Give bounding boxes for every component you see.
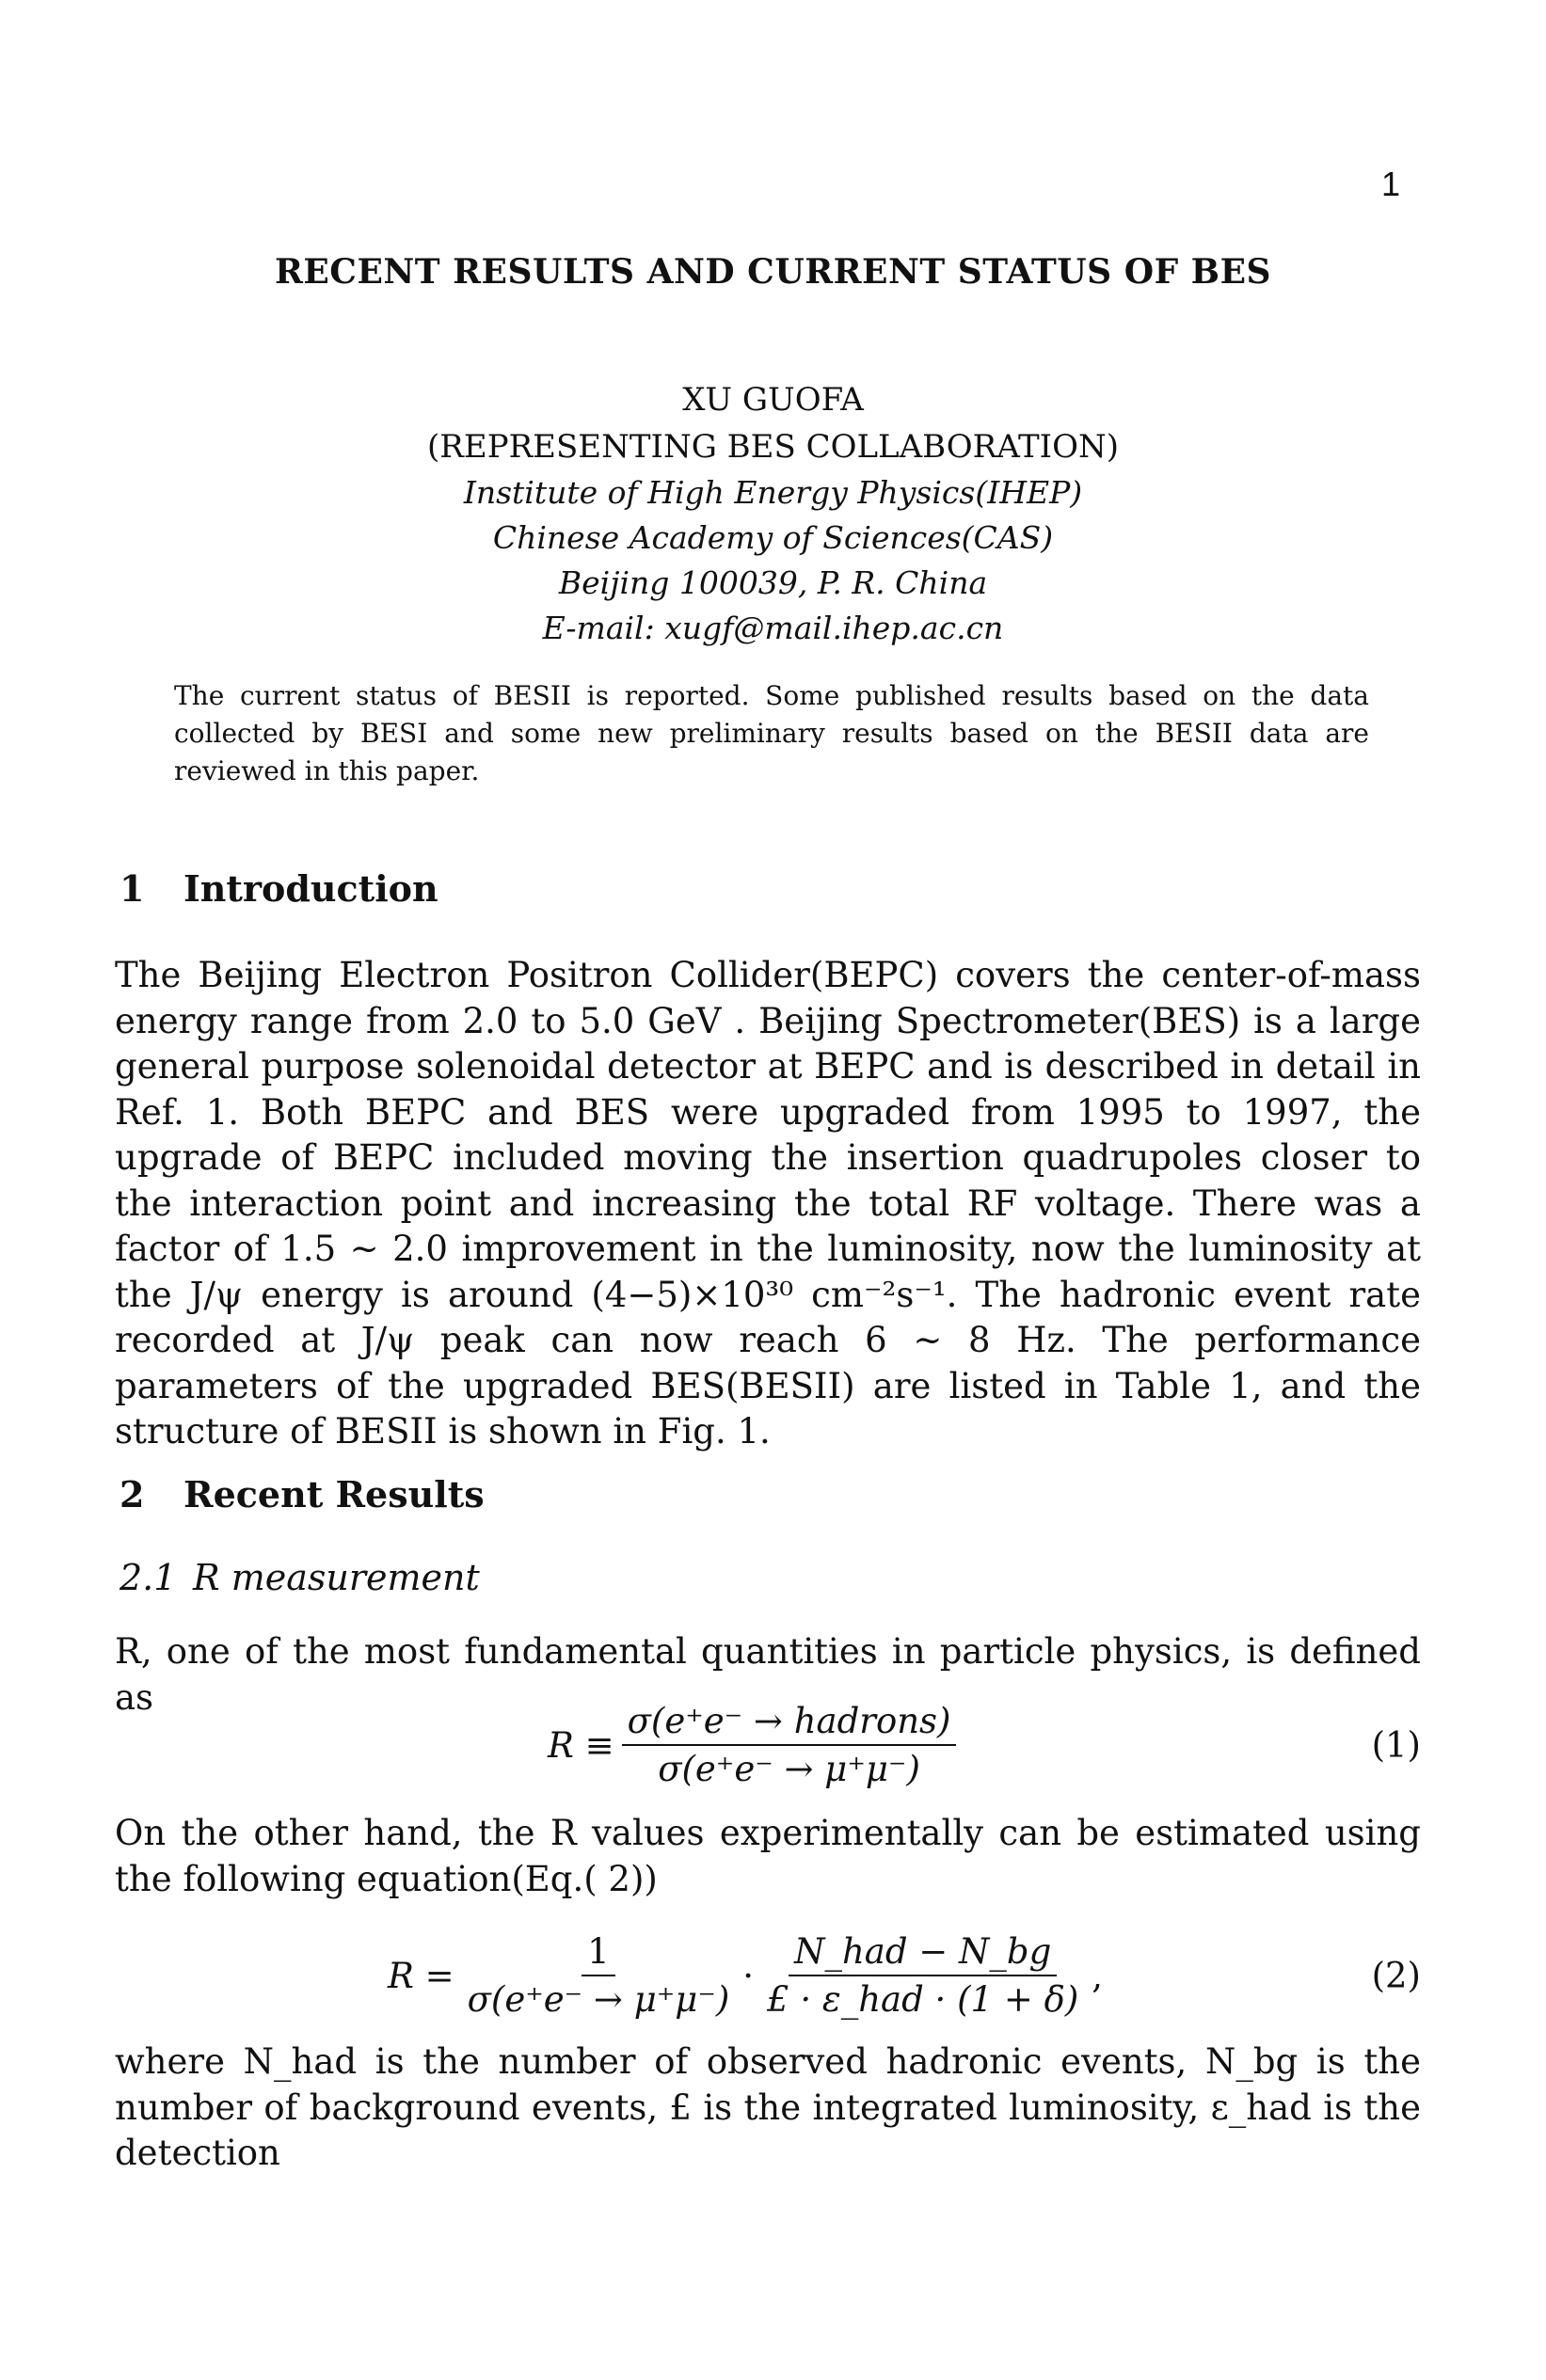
affiliation-academy: Chinese Academy of Sciences(CAS) [492, 519, 1054, 556]
eq2-frac2-numerator: N_had − N_bg [789, 1931, 1057, 1976]
section-heading-recent-results [120, 1473, 485, 1515]
affiliation-institute: Institute of High Energy Physics(IHEP) [463, 474, 1083, 511]
affiliation-address: Beijing 100039, P. R. China [558, 564, 988, 601]
eq1-lhs: R ≡ [548, 1724, 614, 1766]
eq2-dot: · [742, 1955, 755, 1996]
eq1-denominator: σ(e⁺e⁻ → μ⁺μ⁻) [658, 1749, 920, 1789]
eq2-frac2-denominator: £ · ε_had · (1 + δ) [767, 1979, 1079, 2020]
section-title: Introduction [183, 867, 438, 910]
author-role: (REPRESENTING BES COLLABORATION) [427, 428, 1119, 466]
eq1-label: (1) [1371, 1724, 1421, 1766]
abstract: The current status of BESII is reported. Some published results based on the data collected by BESI and some new preliminary results based on the BESII data are reviewed in this paper. [174, 680, 1369, 786]
eq2-label: (2) [1371, 1955, 1421, 1996]
eq2-lhs: R = [388, 1955, 454, 1996]
subsection-heading-r-measurement [120, 1557, 480, 1598]
section-number: 2 [120, 1473, 145, 1515]
introduction-paragraph: The Beijing Electron Positron Collider(BEPC) covers the center-of-mass energy range from 2.0 to 5.0 GeV . Beijing Spectrometer(BES) is a large general purpose solenoidal detector at BEPC and is described in detail in Ref. 1. Both BEPC and BES were upgraded from 1995 to 1997, the upgrade of BEPC included moving the insertion quadrupoles closer to the interaction point and increasing the total RF voltage. There was a factor of 1.5 ~ 2.0 improvement in the luminosity, now the luminosity at the J/ψ energy is around (4−5)×10³⁰ cm⁻²s⁻¹. The hadronic event rate recorded at J/ψ peak can now reach 6 ~ 8 Hz. The performance parameters of the upgraded BES(BESII) are listed in Table 1, and the structure of BESII is shown in Fig. 1. [115, 955, 1421, 1452]
author-name: XU GUOFA [682, 381, 864, 419]
subsection-number: 2.1 [120, 1557, 177, 1598]
subsection-title: R measurement [193, 1557, 480, 1598]
section-number: 1 [120, 867, 145, 910]
eq2-frac1-numerator: 1 [582, 1931, 615, 1976]
eq2-frac1-denominator: σ(e⁺e⁻ → μ⁺μ⁻) [467, 1979, 730, 2020]
author-block [0, 376, 1546, 651]
paper-title: RECENT RESULTS AND CURRENT STATUS OF BES [274, 252, 1272, 292]
eq2-fraction-1 [462, 1931, 736, 2020]
variable-definitions-text: where N_had is the number of observed hadronic events, N_bg is the number of background events, £ is the integrated luminosity, ε_had is the detection [115, 2041, 1421, 2173]
equation-1 [115, 1693, 1421, 1797]
eq2-fraction-2 [761, 1931, 1084, 2020]
r-definition-text: R, one of the most fundamental quantities in particle physics, is defined as [115, 1631, 1421, 1718]
equation-2 [115, 1924, 1421, 2027]
r-estimation-text: On the other hand, the R values experimentally can be estimated using the following equation(Eq.( 2)) [115, 1813, 1421, 1899]
eq1-numerator: σ(e⁺e⁻ → hadrons) [622, 1701, 957, 1746]
section-heading-introduction [120, 867, 438, 910]
page-number: 1 [1380, 165, 1400, 203]
section-title: Recent Results [183, 1473, 485, 1515]
eq2-trailing-comma: , [1092, 1955, 1104, 1996]
eq1-fraction [622, 1701, 957, 1789]
affiliation-email: E-mail: xugf@mail.ihep.ac.cn [542, 610, 1004, 646]
